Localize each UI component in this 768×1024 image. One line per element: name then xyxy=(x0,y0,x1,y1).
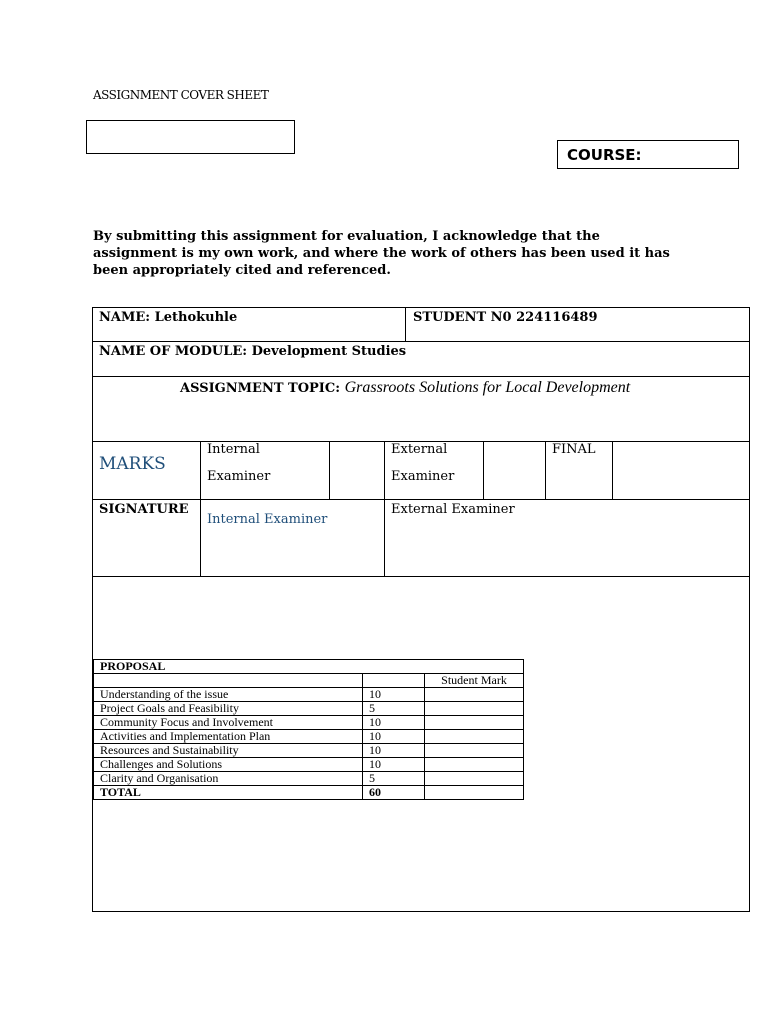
grid-line xyxy=(92,307,750,308)
blank-field-box[interactable] xyxy=(86,120,295,154)
student-mark-cell[interactable] xyxy=(425,758,524,772)
declaration-text: By submitting this assignment for evaluation, I acknowledge that the assignment is my own work, and where the work of others has been used it has been appropriately cited and referenced. xyxy=(93,229,670,278)
max-mark-cell: 5 xyxy=(363,772,425,786)
grid-line xyxy=(92,376,750,377)
student-mark-header: Student Mark xyxy=(425,674,524,688)
external-examiner-signature[interactable]: External Examiner xyxy=(391,502,515,517)
student-number[interactable]: STUDENT N0 224116489 xyxy=(413,310,598,325)
table-row xyxy=(94,730,524,744)
grid-line xyxy=(92,341,750,342)
max-mark-cell: 5 xyxy=(363,702,425,716)
max-mark-cell: 10 xyxy=(363,758,425,772)
criterion-cell: Activities and Implementation Plan xyxy=(94,730,363,744)
criterion-cell: Challenges and Solutions xyxy=(94,758,363,772)
criterion-cell: Understanding of the issue xyxy=(94,688,363,702)
criterion-cell: Project Goals and Feasibility xyxy=(94,702,363,716)
document-title: ASSIGNMENT COVER SHEET xyxy=(93,88,269,102)
criterion-cell: Resources and Sustainability xyxy=(94,744,363,758)
grid-line xyxy=(92,307,93,912)
student-mark-cell[interactable] xyxy=(425,772,524,786)
header-cell-empty xyxy=(94,674,363,688)
total-student-mark-cell[interactable] xyxy=(425,786,524,800)
proposal-header-row xyxy=(94,674,524,688)
external-mark-field[interactable] xyxy=(484,442,545,499)
external-label-line2: Examiner xyxy=(391,469,455,484)
final-label: FINAL xyxy=(552,442,596,457)
total-value: 60 xyxy=(363,786,425,800)
grid-line xyxy=(92,499,750,500)
total-row xyxy=(94,786,524,800)
total-label: TOTAL xyxy=(94,786,363,800)
max-mark-cell: 10 xyxy=(363,730,425,744)
topic-value: Grassroots Solutions for Local Development xyxy=(344,379,631,396)
criterion-cell: Community Focus and Involvement xyxy=(94,716,363,730)
student-name[interactable]: NAME: Lethokuhle xyxy=(99,310,238,325)
final-mark-field[interactable] xyxy=(613,442,749,499)
table-row xyxy=(94,702,524,716)
marks-label: MARKS xyxy=(99,454,166,474)
student-mark-cell[interactable] xyxy=(425,702,524,716)
grid-line xyxy=(405,307,406,341)
external-examiner-label xyxy=(391,442,454,484)
internal-mark-field[interactable] xyxy=(330,442,384,499)
proposal-title-row xyxy=(94,660,524,674)
proposal-table xyxy=(93,659,524,800)
external-label-line1: External xyxy=(391,442,448,457)
grid-line xyxy=(200,441,201,576)
max-mark-cell: 10 xyxy=(363,744,425,758)
grid-line xyxy=(92,911,750,912)
module-name[interactable]: NAME OF MODULE: Development Studies xyxy=(99,344,407,359)
student-mark-cell[interactable] xyxy=(425,688,524,702)
table-row xyxy=(94,744,524,758)
signature-label: SIGNATURE xyxy=(99,502,189,517)
assignment-topic[interactable] xyxy=(180,379,630,397)
max-mark-cell: 10 xyxy=(363,716,425,730)
grid-line xyxy=(384,441,385,576)
grid-line xyxy=(545,441,546,499)
grid-line xyxy=(749,307,750,912)
student-mark-cell[interactable] xyxy=(425,730,524,744)
topic-label: ASSIGNMENT TOPIC: xyxy=(180,381,345,396)
criterion-cell: Clarity and Organisation xyxy=(94,772,363,786)
course-field[interactable]: COURSE: xyxy=(557,140,739,169)
table-row xyxy=(94,716,524,730)
header-cell-empty xyxy=(363,674,425,688)
internal-label-line2: Examiner xyxy=(207,469,271,484)
table-row xyxy=(94,688,524,702)
proposal-title: PROPOSAL xyxy=(94,660,524,674)
max-mark-cell: 10 xyxy=(363,688,425,702)
table-row xyxy=(94,758,524,772)
table-row xyxy=(94,772,524,786)
grid-line xyxy=(92,576,750,577)
internal-examiner-signature[interactable]: Internal Examiner xyxy=(207,512,328,527)
student-mark-cell[interactable] xyxy=(425,716,524,730)
internal-label-line1: Internal xyxy=(207,442,260,457)
internal-examiner-label xyxy=(207,442,270,484)
student-mark-cell[interactable] xyxy=(425,744,524,758)
